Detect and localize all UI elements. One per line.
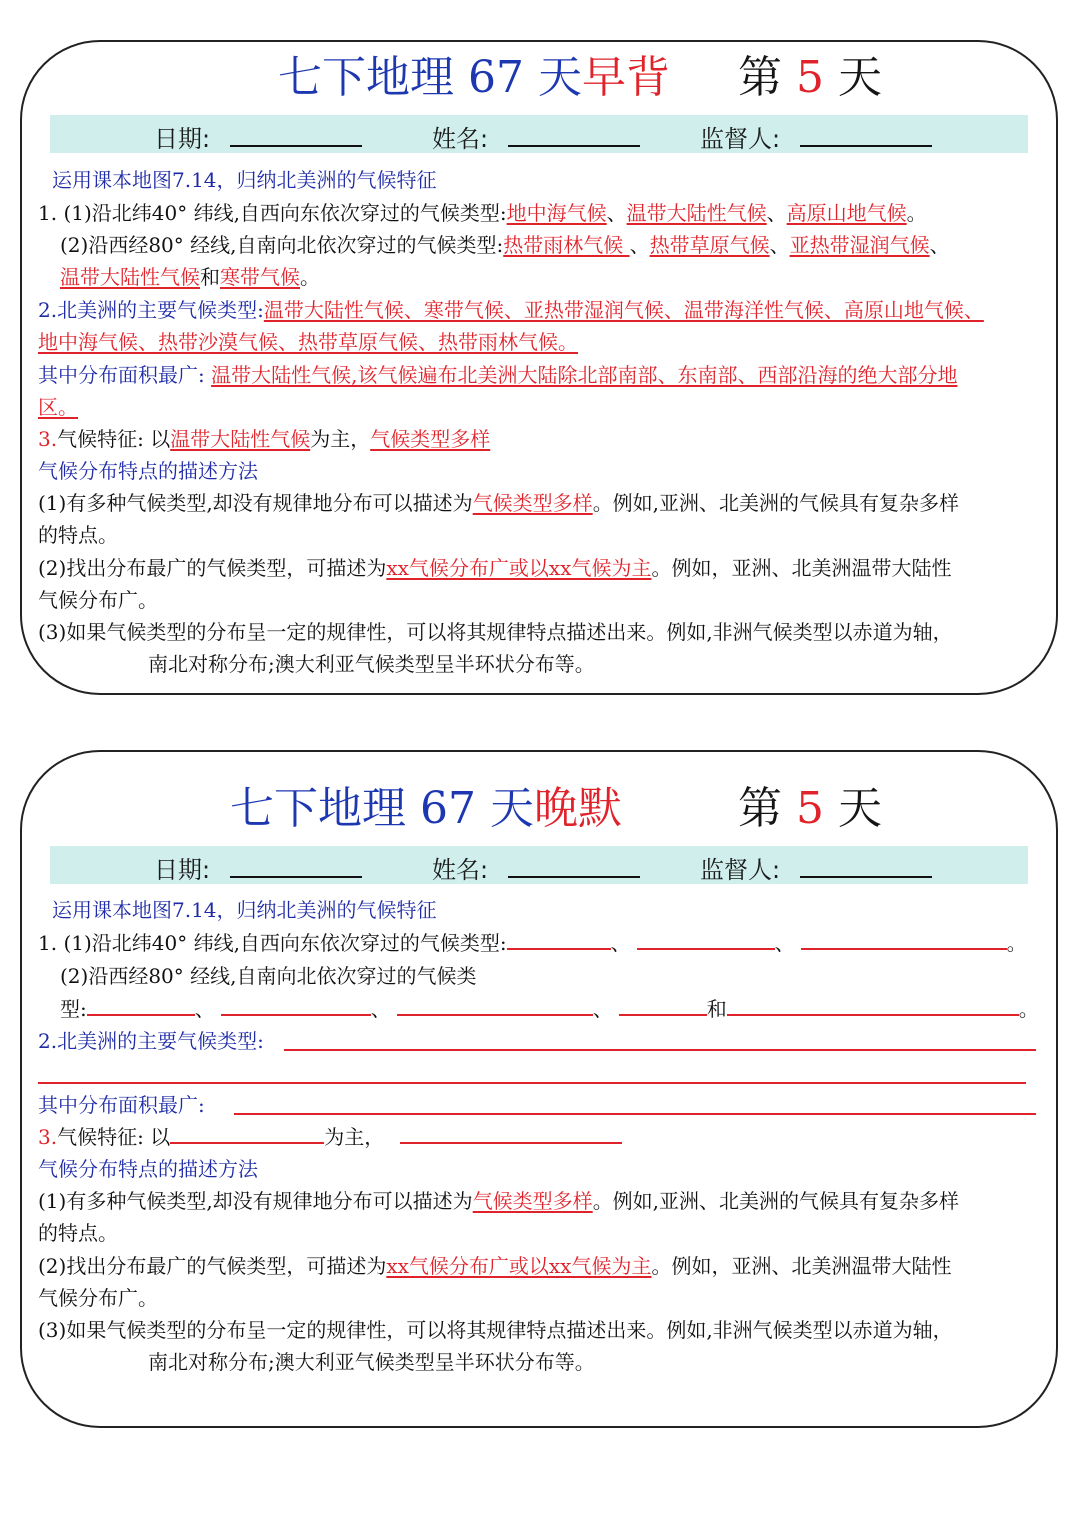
- morning-day-number: 5: [796, 52, 824, 103]
- name-field[interactable]: [508, 876, 640, 878]
- morning-title-type: 早背: [581, 52, 670, 103]
- morning-title-main: 七下地理 67 天: [278, 52, 582, 103]
- evening-title: [230, 783, 622, 835]
- blank-field[interactable]: [619, 996, 707, 1016]
- evening-q2: 2.北美洲的主要气候类型:: [38, 1029, 264, 1053]
- morning-q1-1: 1. (1)沿北纬40° 纬线,自西向东依次穿过的气候类型:地中海气候、温带大陆性气候、高原山地气候。: [38, 201, 927, 225]
- answer-line[interactable]: [284, 1049, 1036, 1051]
- blank-field[interactable]: [221, 996, 371, 1016]
- morning-heading: 运用课本地图7.14，归纳北美洲的气候特征: [52, 168, 437, 192]
- blank-field[interactable]: [801, 930, 1007, 950]
- blank-field[interactable]: [170, 1124, 324, 1144]
- evening-method-1: (1)有多种气候类型,却没有规律地分布可以描述为气候类型多样。例如,亚洲、北美洲的气候具有复杂多样: [38, 1189, 960, 1213]
- evening-q3: 3.气候特征: 以 为主，: [38, 1124, 622, 1150]
- date-label: 日期:: [154, 125, 211, 153]
- morning-method-heading: 气候分布特点的描述方法: [38, 459, 258, 483]
- morning-info-bar: [50, 115, 1028, 153]
- evening-method-3-cont: 南北对称分布;澳大利亚气候类型呈半环状分布等。: [148, 1350, 595, 1374]
- evening-method-2: (2)找出分布最广的气候类型，可描述为xx气候分布广或以xx气候为主。例如，亚洲、北美洲温带大陆性: [38, 1254, 952, 1278]
- blank-field[interactable]: [400, 1124, 622, 1144]
- morning-method-2: (2)找出分布最广的气候类型，可描述为xx气候分布广或以xx气候为主。例如，亚洲、北美洲温带大陆性: [38, 556, 952, 580]
- morning-method-1: (1)有多种气候类型,却没有规律地分布可以描述为气候类型多样。例如,亚洲、北美洲的气候具有复杂多样: [38, 491, 960, 515]
- evening-info-bar: [50, 846, 1028, 884]
- evening-method-1-cont: 的特点。: [38, 1221, 118, 1245]
- morning-title: [278, 52, 670, 104]
- blank-field[interactable]: [727, 996, 1019, 1016]
- name-label: 姓名:: [432, 856, 489, 884]
- morning-q1-2-cont: 温带大陆性气候和寒带气候。: [60, 265, 320, 289]
- morning-method-1-cont: 的特点。: [38, 523, 118, 547]
- evening-method-2-cont: 气候分布广。: [38, 1286, 158, 1310]
- evening-title-type: 晚默: [533, 783, 622, 834]
- morning-q2-cont: 地中海气候、热带沙漠气候、热带草原气候、热带雨林气候。: [38, 330, 578, 354]
- date-label: 日期:: [154, 856, 211, 884]
- date-field[interactable]: [230, 876, 362, 878]
- morning-method-3-cont: 南北对称分布;澳大利亚气候类型呈半环状分布等。: [148, 652, 595, 676]
- blank-field[interactable]: [397, 996, 593, 1016]
- evening-method-heading: 气候分布特点的描述方法: [38, 1157, 258, 1181]
- blank-field[interactable]: [637, 930, 775, 950]
- evening-method-3: (3)如果气候类型的分布呈一定的规律性，可以将其规律特点描述出来。例如,非洲气候类型以赤道为轴，: [38, 1318, 953, 1342]
- supervisor-field[interactable]: [800, 876, 932, 878]
- name-field[interactable]: [508, 145, 640, 147]
- evening-q1-2-cont: 型: 、 、 、 和 。: [60, 997, 1039, 1021]
- answer-line[interactable]: [234, 1113, 1036, 1115]
- evening-q1-1: 1. (1)沿北纬40° 纬线,自西向东依次穿过的气候类型: 、 、 。: [38, 931, 1027, 955]
- date-field[interactable]: [230, 145, 362, 147]
- blank-field[interactable]: [507, 930, 611, 950]
- blank-field[interactable]: [87, 996, 195, 1016]
- supervisor-field[interactable]: [800, 145, 932, 147]
- evening-title-main: 七下地理 67 天: [230, 783, 534, 834]
- morning-widest: 其中分布面积最广: 温带大陆性气候,该气候遍布北美洲大陆除北部南部、东南部、西部沿海的绝大部分地: [38, 363, 958, 387]
- name-label: 姓名:: [432, 125, 489, 153]
- morning-q2: 2.北美洲的主要气候类型:温带大陆性气候、寒带气候、亚热带湿润气候、温带海洋性气候、高原山地气候、: [38, 298, 984, 322]
- morning-method-2-cont: 气候分布广。: [38, 588, 158, 612]
- supervisor-label: 监督人:: [700, 125, 781, 153]
- supervisor-label: 监督人:: [700, 856, 781, 884]
- evening-heading: 运用课本地图7.14，归纳北美洲的气候特征: [52, 898, 437, 922]
- morning-q3: 3.气候特征: 以温带大陆性气候为主，气候类型多样: [38, 427, 491, 451]
- evening-day: 第 5 天: [738, 783, 882, 834]
- evening-widest: 其中分布面积最广:: [38, 1093, 205, 1117]
- morning-q1-2: (2)沿西经80° 经线,自南向北依次穿过的气候类型:热带雨林气候 、热带草原气候、亚热带湿润气候、: [60, 233, 950, 257]
- morning-widest-cont: 区。: [38, 395, 78, 419]
- morning-day: 第 5 天: [738, 52, 882, 103]
- evening-q1-2: (2)沿西经80° 经线,自南向北依次穿过的气候类: [60, 964, 477, 988]
- evening-day-number: 5: [796, 783, 824, 834]
- morning-method-3: (3)如果气候类型的分布呈一定的规律性，可以将其规律特点描述出来。例如,非洲气候类型以赤道为轴，: [38, 620, 953, 644]
- answer-line[interactable]: [38, 1082, 1026, 1084]
